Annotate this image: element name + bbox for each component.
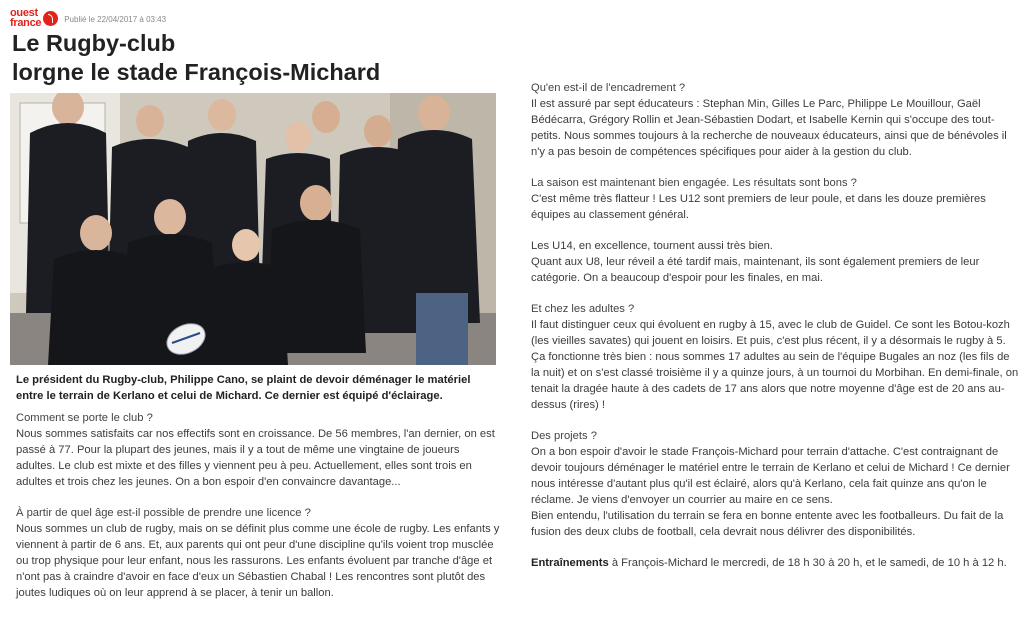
right-column — [531, 80, 1019, 571]
publication-date: Publié le 22/04/2017 à 03:43 — [64, 15, 167, 24]
paragraph-gap — [16, 490, 500, 505]
photo-caption: Le président du Rugby-club, Philippe Cano, se plaint de devoir déménager le matériel entre le terrain de Kerlano et celui de Michard. Ce dernier est équipé d'éclairage. — [16, 374, 471, 402]
paragraph-gap — [531, 223, 1019, 238]
practical-info-label: Entraînements — [531, 557, 609, 569]
paragraph-gap — [531, 286, 1019, 301]
title-line-2: lorgne le stade François-Michard — [12, 59, 381, 85]
answer: Il faut distinguer ceux qui évoluent en rugby à 15, avec le club de Guidel. Ce sont les Botou-kozh (les vieilles savates) qui jouent en loisirs. Et puis, c'est plus récent, il y a désormais le rugby à 5. Ça fonctionne très bien : nous sommes 17 adultes au sein de l'équipe Bugales an noz (les fils de la nuit) et on s'est classé troisième il y a quinze jours, à un tournoi du Morbihan. En demi-finale, on tenait la dragée haute à des cadets de 17 ans alors que notre moyenne d'âge est de 20 ans au-dessus (rires) ! — [531, 319, 1019, 411]
answer: Bien entendu, l'utilisation du terrain se fera en bonne entente avec les footballeurs. Du fait de la fusion des deux clubs de football, cela devrait nous délivrer des disponibilités. — [531, 510, 1004, 538]
logo-mark-icon — [43, 11, 58, 26]
answer: On a bon espoir d'avoir le stade François-Michard pour terrain d'attache. C'est contraignant de devoir toujours déménager le matériel entre le terrain de Kerlano et celui de Michard ! Ce dernier nous intéresse d'autant plus qu'il est éclairé, alors qu'à Kerlano, cela fait quinze ans qu'on le réclame. Je viens d'envoyer un courrier au maire en ce sens. — [531, 446, 1010, 506]
article-photo — [10, 93, 496, 365]
logo-line-1: ouest — [10, 7, 38, 19]
answer: Quant aux U8, leur réveil a été tardif mais, maintenant, ils sont également premiers de leur catégorie. On a beaucoup d'espoir pour les finales, en mai. — [531, 256, 980, 284]
ouest-france-logo[interactable] — [10, 8, 58, 28]
question: Qu'en est-il de l'encadrement ? — [531, 82, 686, 94]
question: La saison est maintenant bien engagée. Les résultats sont bons ? — [531, 177, 857, 189]
question: À partir de quel âge est-il possible de prendre une licence ? — [16, 507, 311, 519]
article-header — [10, 7, 166, 29]
answer: Il est assuré par sept éducateurs : Stephan Min, Gilles Le Parc, Philippe Le Mouillour, Gaël Bédécarra, Grégory Rollin et Jean-Sébastien Dodart, et Isabelle Kernin qui s'occupe des tout-petits. Nous sommes toujours à la recherche de nouveaux éducateurs, ainsi que de bénévoles il n'y a pas besoin de compétences spécifiques pour aider à la gestion du club. — [531, 98, 1007, 158]
answer: Nous sommes un club de rugby, mais on se définit plus comme une école de rugby. Les enfants y viennent à partir de 6 ans. Et, aux parents qui ont peur d'une discipline qu'ils voient trop musclée ou trop physique pour leur enfant, nous les rassurons. Les enfants évoluent par tranche d'âge et n'ont pas à craindre d'avoir en face d'eux un Sébastien Chabal ! Les rencontres sont plutôt des joutes ludiques où on leur apprend à se placer, à tenir un ballon. — [16, 523, 500, 599]
practical-info — [531, 555, 1019, 571]
paragraph-gap — [531, 413, 1019, 428]
article-title — [12, 29, 380, 87]
practical-info-text: à François-Michard le mercredi, de 18 h 30 à 20 h, et le samedi, de 10 h à 12 h. — [608, 557, 1007, 569]
left-column — [16, 410, 500, 601]
logo-line-2: france — [10, 17, 42, 29]
answer: Nous sommes satisfaits car nos effectifs sont en croissance. De 56 membres, l'an dernier, on est passé à 77. Pour la plupart des jeunes, mais il y a tout de même une vingtaine de joueurs adultes. Le club est mixte et des filles y viennent peu à peu. Actuellement, elles sont trois en adultes et trois chez les jeunes. On a bon espoir d'en convaincre davantage... — [16, 428, 495, 488]
answer: Les U14, en excellence, tournent aussi très bien. — [531, 240, 773, 252]
title-line-1: Le Rugby-club — [12, 30, 176, 56]
question: Des projets ? — [531, 430, 597, 442]
question: Comment se porte le club ? — [16, 412, 153, 424]
paragraph-gap — [531, 540, 1019, 555]
logo-wordmark — [10, 8, 41, 28]
group-photo-illustration — [10, 93, 496, 365]
question: Et chez les adultes ? — [531, 303, 635, 315]
answer: C'est même très flatteur ! Les U12 sont premiers de leur poule, et dans les douze premières équipes au classement général. — [531, 193, 986, 221]
paragraph-gap — [531, 160, 1019, 175]
